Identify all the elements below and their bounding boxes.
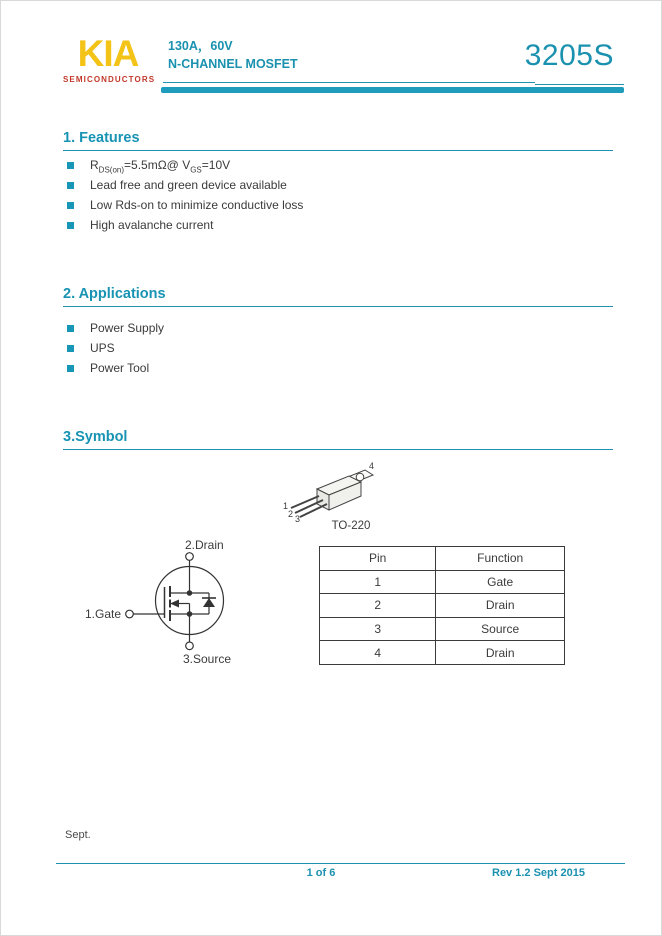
drain-terminal-label: 2.Drain [185, 538, 224, 552]
function-column-header: Function [436, 547, 565, 571]
list-item [67, 218, 303, 238]
list-item [67, 158, 303, 178]
gate-terminal [126, 610, 134, 618]
pin-column-header: Pin [320, 547, 436, 571]
footer-note: Sept. [65, 829, 91, 841]
device-rating: 130A，60V [168, 39, 233, 53]
application-text: Power Supply [90, 321, 165, 335]
application-text: UPS [90, 341, 115, 355]
features-section-title: 1. Features [63, 130, 140, 146]
pin-2-callout: 2 [288, 509, 294, 519]
to220-package-drawing [269, 451, 429, 539]
mosfet-symbol-drawing [61, 534, 311, 674]
features-underline [63, 150, 613, 151]
table-row [320, 641, 565, 665]
kia-logo: KIA [77, 33, 139, 74]
function-cell: Drain [436, 594, 565, 618]
bullet-square-icon [67, 162, 74, 169]
header-accent-bar [161, 87, 624, 93]
header-rule-left [163, 82, 535, 83]
applications-list [67, 321, 164, 381]
function-cell: Gate [436, 570, 565, 594]
pin-1-callout: 1 [283, 501, 289, 511]
footer-rule [56, 863, 625, 864]
bullet-square-icon [67, 182, 74, 189]
drain-junction-dot [187, 590, 193, 596]
table-row [320, 617, 565, 641]
bullet-square-icon [67, 325, 74, 332]
revision-label: Rev 1.2 Sept 2015 [492, 867, 585, 879]
function-cell: Drain [436, 641, 565, 665]
applications-underline [63, 306, 613, 307]
list-item [67, 361, 164, 381]
lead-2 [295, 500, 323, 513]
brand-tagline: SEMICONDUCTORS [63, 75, 156, 84]
pin-cell: 1 [320, 570, 436, 594]
page-indicator: 1 of 6 [306, 867, 336, 879]
symbol-section-title: 3.Symbol [63, 429, 128, 445]
pin-3-callout: 3 [295, 514, 301, 524]
features-list [67, 158, 303, 238]
package-name-label: TO-220 [331, 520, 371, 532]
drain-terminal [186, 553, 194, 561]
list-item [67, 178, 303, 198]
part-number: 3205S [524, 39, 614, 72]
header-rule-right [535, 84, 624, 85]
bullet-square-icon [67, 345, 74, 352]
pin-cell: 2 [320, 594, 436, 618]
pin-function-table [319, 546, 565, 665]
bullet-square-icon [67, 365, 74, 372]
pin-cell: 3 [320, 617, 436, 641]
list-item [67, 198, 303, 218]
list-item [67, 321, 164, 341]
feature-text: Low Rds-on to minimize conductive loss [90, 198, 304, 212]
function-cell: Source [436, 617, 565, 641]
device-summary [168, 37, 298, 73]
bullet-square-icon [67, 222, 74, 229]
source-terminal-label: 3.Source [183, 652, 232, 666]
substrate-arrow [170, 600, 179, 608]
feature-text: Lead free and green device available [90, 178, 287, 192]
table-row [320, 570, 565, 594]
bullet-square-icon [67, 202, 74, 209]
application-text: Power Tool [90, 361, 150, 375]
symbol-underline [63, 449, 613, 450]
applications-section-title: 2. Applications [63, 286, 166, 302]
diode-anode-triangle [203, 598, 215, 607]
feature-text: High avalanche current [90, 218, 214, 232]
device-type: N-CHANNEL MOSFET [168, 57, 298, 72]
source-terminal [186, 642, 194, 650]
pin-cell: 4 [320, 641, 436, 665]
lead-1 [291, 496, 319, 508]
pin-4-callout: 4 [369, 461, 375, 471]
feature-rdson: $R_{DS(on)}=5.5m\Omega@$ $V_{GS}=10V$ [90, 158, 231, 175]
list-item [67, 341, 164, 361]
table-header-row [320, 547, 565, 571]
brand-logo-block [63, 33, 156, 84]
table-row [320, 594, 565, 618]
lead-3 [300, 504, 327, 517]
gate-terminal-label: 1.Gate [85, 607, 122, 621]
